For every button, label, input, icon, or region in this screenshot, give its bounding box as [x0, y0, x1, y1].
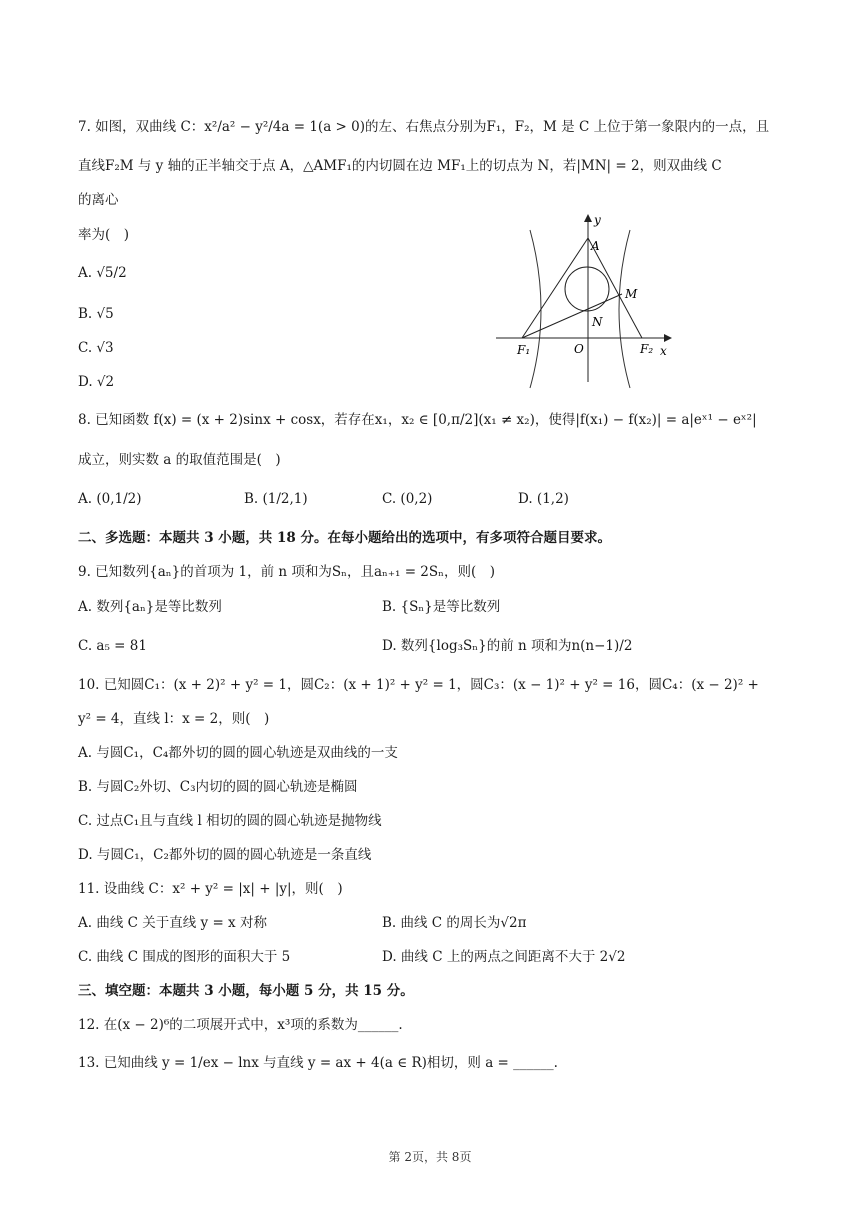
q12-stem: 12. 在(x − 2)⁶的二项展开式中，x³项的系数为______. — [78, 1017, 403, 1033]
q7-option-a: A. √5/2 — [78, 265, 127, 281]
q9-stem: 9. 已知数列{aₙ}的首项为 1，前 n 项和为Sₙ，且aₙ₊₁ = 2Sₙ，则( ) — [78, 564, 496, 580]
q11-option-c: C. 曲线 C 围成的图形的面积大于 5 — [78, 949, 291, 965]
q8-stem-line2: 成立，则实数 a 的取值范围是( ) — [78, 452, 281, 468]
hyperbola-left-branch — [530, 230, 541, 388]
q9-option-c: C. a₅ = 81 — [78, 638, 147, 654]
page-footer: 第 2页，共 8页 — [388, 1150, 472, 1164]
hyperbola-right-branch — [619, 230, 630, 388]
label-o: O — [574, 342, 584, 356]
label-n: N — [592, 315, 603, 329]
label-y: y — [594, 213, 601, 227]
label-m: M — [625, 287, 638, 301]
section-3-heading: 三、填空题：本题共 3 小题，每小题 5 分，共 15 分。 — [78, 983, 414, 999]
q8-option-d: D. (1,2) — [518, 491, 569, 507]
q10-option-c: C. 过点C₁且与直线 l 相切的圆的圆心轨迹是抛物线 — [78, 813, 382, 829]
label-f1: F₁ — [517, 343, 531, 357]
q10-stem-line1: 10. 已知圆C₁：(x + 2)² + y² = 1，圆C₂：(x + 1)² + y² = 1，圆C₃：(x − 1)² + y² = 16，圆C₄：(x − 2)² + — [78, 677, 759, 693]
q8-option-a: A. (0,1/2) — [78, 491, 142, 507]
q7-option-d: D. √2 — [78, 374, 115, 390]
q7-stem-line3: 的离心 — [78, 192, 119, 208]
q9-option-b: B. {Sₙ}是等比数列 — [382, 599, 501, 615]
q10-option-b: B. 与圆C₂外切、C₃内切的圆的圆心轨迹是椭圆 — [78, 779, 358, 795]
hyperbola-figure — [490, 210, 690, 390]
q10-option-a: A. 与圆C₁，C₄都外切的圆的圆心轨迹是双曲线的一支 — [78, 745, 398, 761]
q11-option-d: D. 曲线 C 上的两点之间距离不大于 2√2 — [382, 949, 626, 965]
q7-option-b: B. √5 — [78, 306, 114, 322]
label-f2: F₂ — [640, 342, 654, 356]
q7-stem-line1: 7. 如图，双曲线 C：x²/a² − y²/4a = 1(a > 0)的左、右焦点分别为F₁，F₂，M 是 C 上位于第一象限内的一点，且 — [78, 119, 770, 135]
q7-stem-line4: 率为( ) — [78, 227, 130, 243]
q10-option-d: D. 与圆C₁，C₂都外切的圆的圆心轨迹是一条直线 — [78, 847, 372, 863]
label-x: x — [660, 344, 667, 358]
q11-option-b: B. 曲线 C 的周长为√2π — [382, 915, 527, 931]
q8-option-b: B. (1/2,1) — [244, 491, 308, 507]
q7-option-c: C. √3 — [78, 340, 114, 356]
q8-stem-line1: 8. 已知函数 f(x) = (x + 2)sinx + cosx，若存在x₁，x₂ ∈ [0,π/2](x₁ ≠ x₂)，使得|f(x₁) − f(x₂)| = a|eˣ¹ − eˣ²| — [78, 412, 757, 428]
q7-stem-line2: 直线F₂M 与 y 轴的正半轴交于点 A，△AMF₁的内切圆在边 MF₁上的切点为 N，若|MN| = 2，则双曲线 C — [78, 158, 722, 174]
section-2-heading: 二、多选题：本题共 3 小题，共 18 分。在每小题给出的选项中，有多项符合题目要求。 — [78, 530, 611, 546]
q8-option-c: C. (0,2) — [382, 491, 433, 507]
q9-option-a: A. 数列{aₙ}是等比数列 — [78, 599, 222, 615]
q11-option-a: A. 曲线 C 关于直线 y = x 对称 — [78, 915, 267, 931]
q10-stem-line2: y² = 4，直线 l：x = 2，则( ) — [78, 711, 270, 727]
incircle — [565, 267, 609, 311]
q11-stem: 11. 设曲线 C：x² + y² = |x| + |y|，则( ) — [78, 881, 343, 897]
q13-stem: 13. 已知曲线 y = 1/ex − lnx 与直线 y = ax + 4(a ∈ R)相切，则 a = ______. — [78, 1055, 558, 1071]
q9-option-d: D. 数列{log₃Sₙ}的前 n 项和为n(n−1)/2 — [382, 638, 633, 654]
label-a: A — [591, 239, 600, 253]
